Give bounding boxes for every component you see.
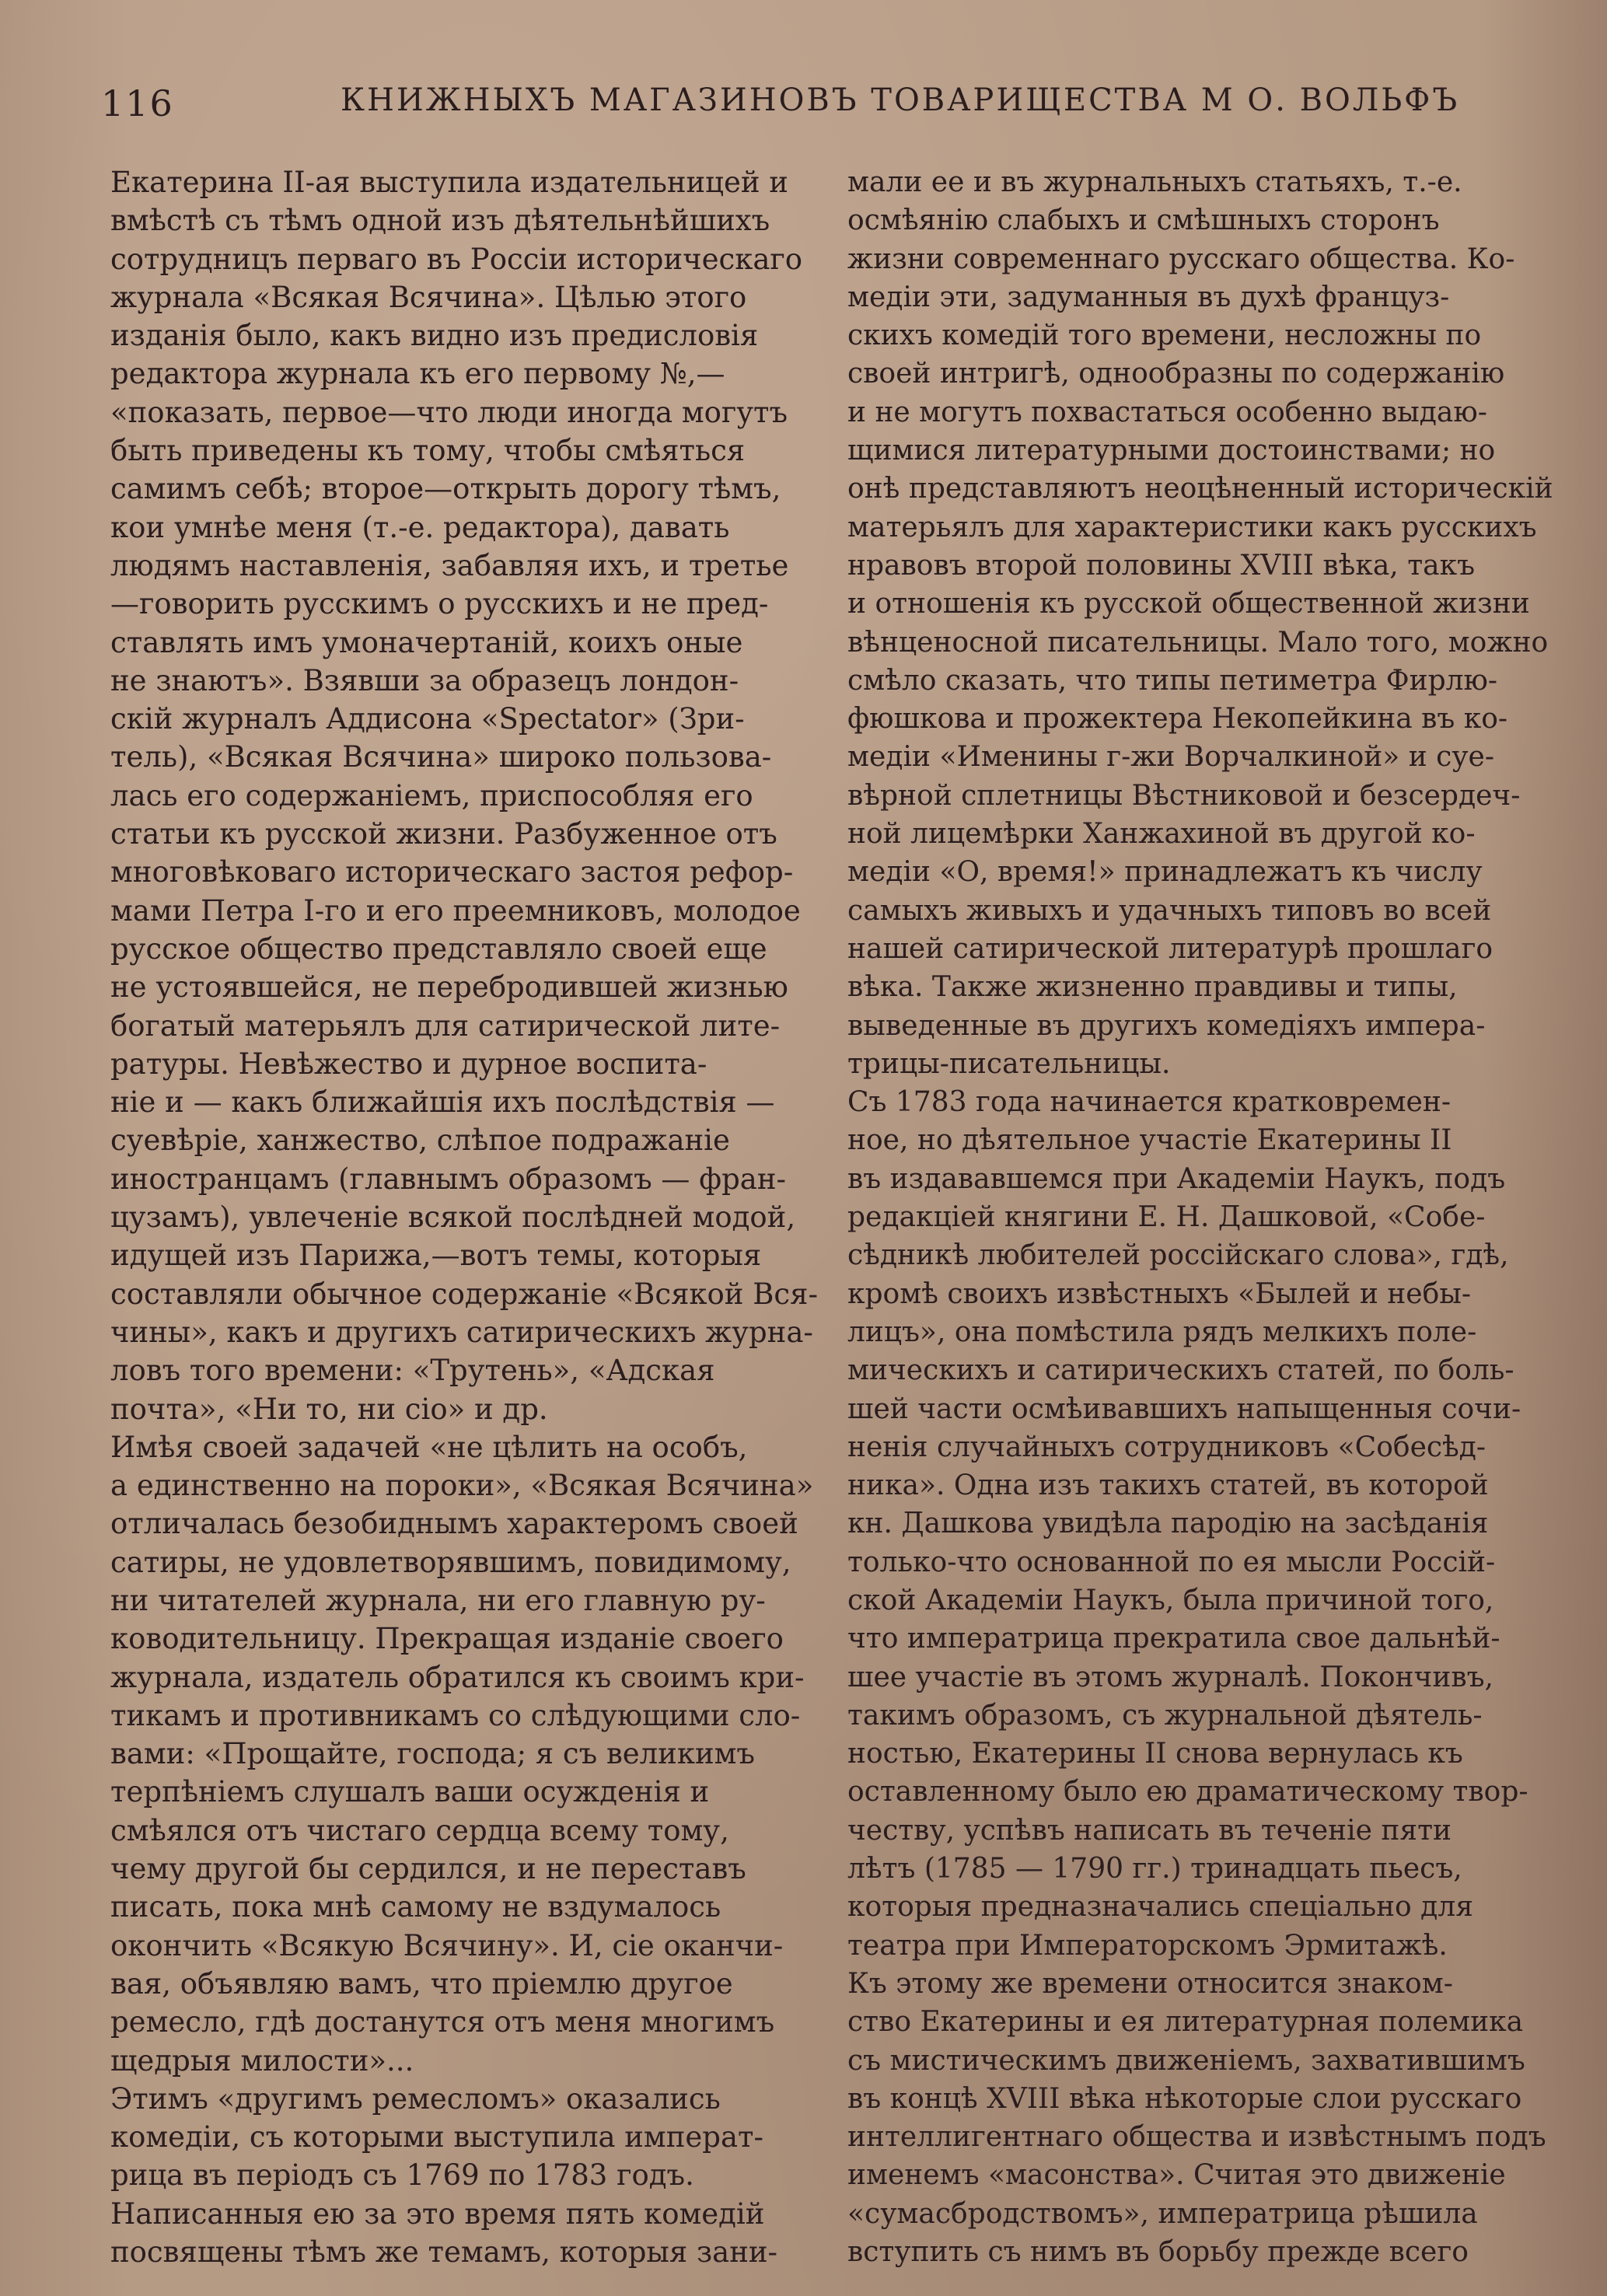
text-line: что императрица прекратила свое дальнѣй- (847, 1623, 1500, 1655)
text-line: ство Екатерины и ея литературная полемика (847, 2006, 1524, 2039)
text-line: идущей изъ Парижа,—вотъ темы, которыя (110, 1239, 762, 1273)
text-line: —говорить русскимъ о русскихъ и не пред- (110, 587, 769, 621)
page-number: 116 (101, 82, 174, 124)
text-line: суевѣріе, ханжество, слѣпое подражаніе (110, 1124, 730, 1158)
text-line: тель), «Всякая Всячина» широко пользова- (110, 740, 772, 774)
text-line: щимися литературными достоинствами; но (847, 435, 1496, 467)
text-line: не устоявшейся, не перебродившей жизнью (110, 970, 788, 1005)
text-line: такимъ образомъ, съ журнальной дѣятель- (847, 1699, 1483, 1732)
text-line: чему другой бы сердился, и не переставъ (110, 1852, 746, 1886)
text-line: скихъ комедій того времени, несложны по (847, 320, 1482, 352)
text-line: окончить «Всякую Всячину». И, сіе оканчи- (110, 1928, 784, 1962)
text-line: ставлять имъ умоначертаній, коихъ оные (110, 625, 743, 659)
text-line: театра при Императорскомъ Эрмитажѣ. (847, 1929, 1448, 1962)
text-line: лѣтъ (1785 — 1790 гг.) тринадцать пьесъ, (847, 1853, 1462, 1885)
text-line: кромѣ своихъ извѣстныхъ «Былей и небы- (847, 1277, 1472, 1310)
running-title: КНИЖНЫХЪ МАГАЗИНОВЪ ТОВАРИЩЕСТВА М О. ВОЛЬФЪ (341, 82, 1460, 118)
text-line: ратуры. Невѣжество и дурное воспита- (110, 1047, 707, 1081)
text-line: сѣдникѣ любителей россійскаго слова», гдѣ, (847, 1239, 1509, 1272)
text-line: самыхъ живыхъ и удачныхъ типовъ во всей (847, 894, 1492, 927)
text-line: вѣнценосной писательницы. Мало того, можно (847, 626, 1549, 659)
text-line: вѣрной сплетницы Вѣстниковой и безсердеч- (847, 779, 1521, 812)
text-line: почта», «Ни то, ни сіо» и др. (110, 1392, 548, 1426)
right-column (847, 163, 1570, 2271)
text-line: шее участіе въ этомъ журналѣ. Покончивъ, (847, 1661, 1493, 1693)
text-line: интеллигентнаго общества и извѣстнымъ подъ (847, 2121, 1546, 2154)
text-line: редакціей княгини Е. Н. Дашковой, «Собе- (847, 1201, 1486, 1234)
text-line: писать, пока мнѣ самому не вздумалось (110, 1890, 721, 1924)
text-line: «показать, первое—что люди иногда могутъ (110, 395, 788, 429)
text-line: вами: «Прощайте, господа; я съ великимъ (110, 1737, 755, 1771)
text-line: тикамъ и противникамъ со слѣдующими сло- (110, 1698, 801, 1732)
text-line: ненія случайныхъ сотрудниковъ «Собесѣд- (847, 1431, 1486, 1463)
text-line: ремесло, гдѣ достанутся отъ меня многимъ (110, 2005, 775, 2039)
text-line: иностранцамъ (главнымъ образомъ — фран- (110, 1162, 786, 1196)
text-line: жизни современнаго русскаго общества. Ко- (847, 243, 1515, 275)
text-line: составляли обычное содержаніе «Всякой Вся- (110, 1277, 818, 1311)
text-line: лицъ», она помѣстила рядъ мелкихъ поле- (847, 1316, 1477, 1348)
text-line: Къ этому же времени относится знаком- (847, 1967, 1453, 2000)
text-line: Написанныя ею за это время пять комедій (110, 2196, 765, 2231)
text-line: сатиры, не удовлетворявшимъ, повидимому, (110, 1545, 791, 1579)
text-line: мическихъ и сатирическихъ статей, по боль- (847, 1354, 1514, 1387)
text-line: Имѣя своей задачей «не цѣлить на особъ, (110, 1430, 748, 1464)
text-line: Съ 1783 года начинается кратковремен- (847, 1086, 1451, 1119)
text-line: именемъ «масонства». Считая это движеніе (847, 2159, 1506, 2192)
text-line: фюшкова и прожектера Некопейкина въ ко- (847, 703, 1508, 736)
text-line: ловъ того времени: «Трутень», «Адская (110, 1354, 715, 1388)
text-line: чины», какъ и другихъ сатирическихъ журна- (110, 1315, 813, 1349)
text-line: лась его содержаніемъ, приспособляя его (110, 778, 753, 813)
text-line: ніе и — какъ ближайшія ихъ послѣдствія — (110, 1085, 775, 1120)
text-line: кои умнѣе меня (т.-е. редактора), давать (110, 510, 730, 544)
text-line: а единственно на пороки», «Всякая Всячина» (110, 1469, 814, 1503)
text-line: честву, успѣвъ написать въ теченіе пяти (847, 1814, 1452, 1847)
text-line: ской Академіи Наукъ, была причиной того, (847, 1584, 1494, 1616)
text-line: комедіи, съ которыми выступила императ- (110, 2120, 763, 2154)
text-line: людямъ наставленія, забавляя ихъ, и третье (110, 548, 789, 582)
text-line: шей части осмѣивавшихъ напыщенныя сочи- (847, 1393, 1521, 1425)
text-line: смѣло сказать, что типы петиметра Фирлю- (847, 664, 1497, 697)
text-line: быть приведены къ тому, чтобы смѣяться (110, 434, 746, 468)
text-line: цузамъ), увлеченіе всякой послѣдней модой, (110, 1200, 796, 1235)
text-line: кн. Дашкова увидѣла пародію на засѣданія (847, 1508, 1489, 1540)
text-line: и не могутъ похвастаться особенно выдаю- (847, 396, 1487, 428)
page-header (0, 0, 1607, 156)
text-line: «сумасбродствомъ», императрица рѣшила (847, 2197, 1478, 2230)
text-line: русское общество представляло своей еще (110, 931, 767, 966)
text-line: ни читателей журнала, ни его главную ру- (110, 1583, 766, 1617)
text-line: сотрудницъ перваго въ Россіи историческаго (110, 242, 803, 276)
text-line: рица въ періодъ съ 1769 по 1783 годъ. (110, 2158, 694, 2193)
text-line: и отношенія къ русской общественной жизни (847, 588, 1530, 620)
text-line: своей интригѣ, однообразны по содержанію (847, 358, 1505, 390)
text-line: медіи «Именины г-жи Ворчалкиной» и суе- (847, 741, 1494, 774)
text-line: смѣялся отъ чистаго сердца всему тому, (110, 1813, 729, 1847)
text-line: терпѣніемъ слушалъ ваши осужденія и (110, 1775, 710, 1809)
text-line: мами Петра I-го и его преемниковъ, молодое (110, 893, 801, 928)
text-line: мали ее и въ журнальныхъ статьяхъ, т.-е. (847, 166, 1462, 198)
text-line: матерьялъ для характеристики какъ русскихъ (847, 511, 1537, 543)
text-line: Екатерина II-ая выступила издательницей и (110, 166, 788, 199)
text-line: онѣ представляютъ неоцѣненный историческій (847, 473, 1553, 505)
text-line: посвящены тѣмъ же темамъ, которыя зани- (110, 2235, 778, 2270)
text-line: съ мистическимъ движеніемъ, захватившимъ (847, 2044, 1525, 2077)
text-line: медіи «О, время!» принадлежатъ къ числу (847, 856, 1483, 889)
text-line: только-что основанной по ея мысли Россій- (847, 1546, 1496, 1578)
text-line: самимъ себѣ; второе—открыть дорогу тѣмъ, (110, 472, 781, 506)
text-line: богатый матерьялъ для сатирической лите- (110, 1008, 781, 1043)
text-line: ностью, Екатерины II снова вернулась къ (847, 1738, 1463, 1770)
text-line: журнала, издатель обратился къ своимъ кри- (110, 1660, 805, 1694)
text-line: Этимъ «другимъ ремесломъ» оказались (110, 2081, 721, 2116)
text-line: журнала «Всякая Всячина». Цѣлью этого (110, 280, 747, 314)
text-line: нравовъ второй половины XVIII вѣка, такъ (847, 549, 1475, 582)
text-line: отличалась безобиднымъ характеромъ своей (110, 1507, 798, 1541)
text-line: выведенные въ другихъ комедіяхъ импера- (847, 1009, 1486, 1042)
text-line: вмѣстѣ съ тѣмъ одной изъ дѣятельнѣйшихъ (110, 204, 770, 238)
text-line: многовѣковаго историческаго застоя рефор- (110, 855, 794, 889)
text-line: оставленному было ею драматическому твор- (847, 1776, 1528, 1808)
text-line: скій журналъ Аддисона «Spectator» (Зри- (110, 702, 745, 736)
text-line: осмѣянію слабыхъ и смѣшныхъ сторонъ (847, 204, 1440, 237)
left-column (110, 163, 841, 2271)
text-line: въ концѣ XVIII вѣка нѣкоторые слои русскаго (847, 2082, 1522, 2115)
text-line: ника». Одна изъ такихъ статей, въ которой (847, 1470, 1489, 1502)
text-line: вая, объявляю вамъ, что пріемлю другое (110, 1966, 733, 2001)
text-line: ководительницу. Прекращая изданіе своего (110, 1622, 784, 1656)
text-line: статьи къ русской жизни. Разбуженное отъ (110, 817, 777, 851)
text-line: которыя предназначались спеціально для (847, 1891, 1473, 1924)
text-line: въ издававшемся при Академіи Наукъ, подъ (847, 1162, 1506, 1195)
text-line: изданія было, какъ видно изъ предисловія (110, 319, 759, 353)
text-line: вѣка. Также жизненно правдивы и типы, (847, 971, 1458, 1004)
text-line: трицы-писательницы. (847, 1047, 1171, 1080)
text-line: редактора журнала къ его первому №,— (110, 357, 725, 391)
text-line: вступить съ нимъ въ борьбу прежде всего (847, 2236, 1469, 2269)
text-line: ной лицемѣрки Ханжахиной въ другой ко- (847, 818, 1476, 851)
text-line: щедрыя милости»... (110, 2043, 414, 2078)
text-line: нашей сатирической литературѣ прошлаго (847, 932, 1493, 965)
text-line: медіи эти, задуманныя въ духѣ француз- (847, 281, 1450, 313)
text-line: не знаютъ». Взявши за образецъ лондон- (110, 663, 739, 697)
text-line: ное, но дѣятельное участіе Екатерины II (847, 1124, 1452, 1157)
